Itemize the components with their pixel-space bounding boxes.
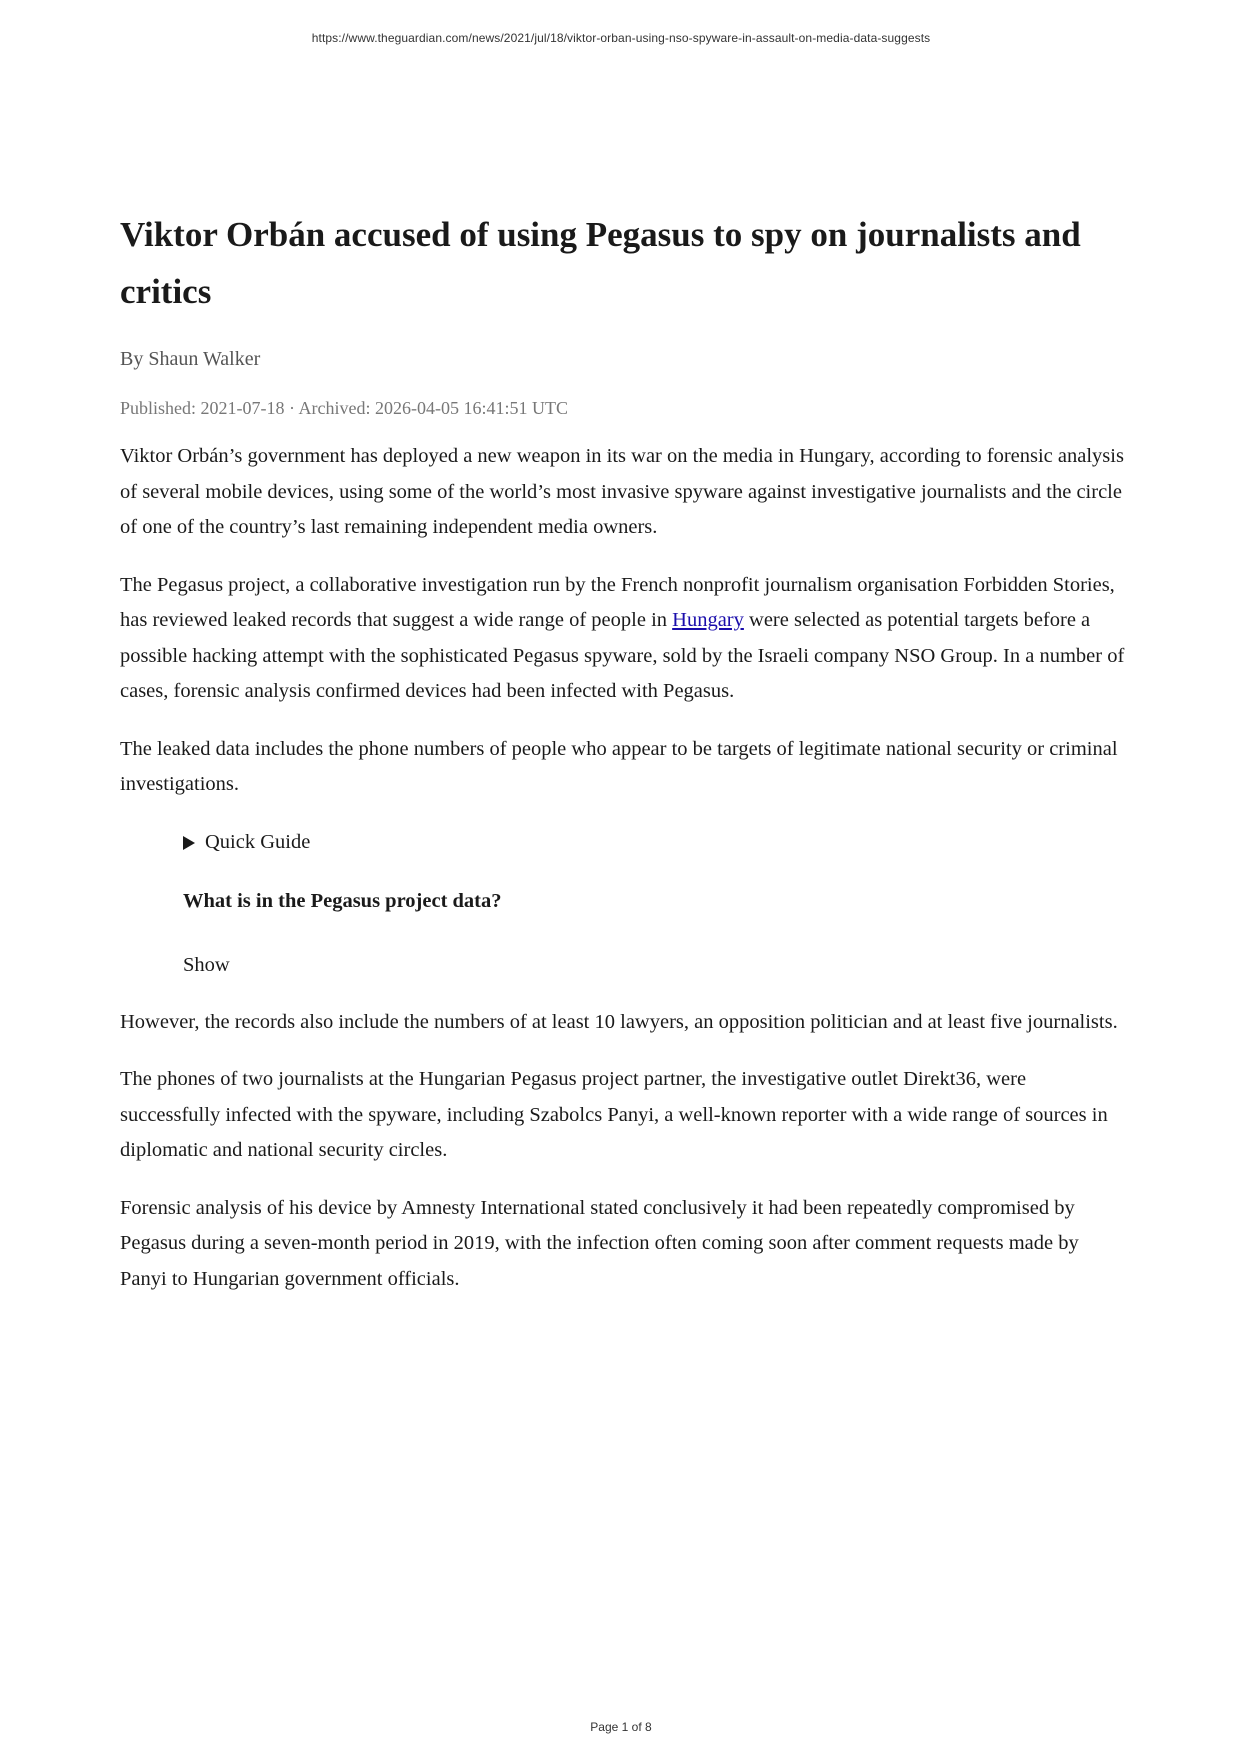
article <box>120 206 1130 1297</box>
paragraph-2-text-start: The Pegasus project, a collaborative investigation run by the French nonprofit journalism organisation Forbidden Stories, has reviewed leaked records that suggest a wide range of people in <box>120 573 1115 631</box>
article-meta: Published: 2021-07-18 · Archived: 2026-04-05 16:41:51 UTC <box>120 398 568 418</box>
article-paragraph-2 <box>120 568 1130 710</box>
article-paragraph-4: However, the records also include the numbers of at least 10 lawyers, an opposition politician and at least five journalists. <box>120 1010 1118 1033</box>
article-paragraph-5: The phones of two journalists at the Hungarian Pegasus project partner, the investigative outlet Direkt36, were successfully infected with the spyware, including Szabolcs Panyi, a well-known reporter with a wide range of sources in diplomatic and national security circles. <box>120 1068 1108 1161</box>
quick-guide-toggle[interactable] <box>183 825 1130 861</box>
quick-guide-question: What is in the Pegasus project data? <box>183 889 502 912</box>
hungary-link[interactable]: Hungary <box>672 609 744 631</box>
quick-guide-label: Quick Guide <box>205 831 311 853</box>
paragraph-2-text-end: were selected as potential targets before a possible hacking attempt with the sophisticated Pegasus spyware, sold by the Israeli company NSO Group. In a number of cases, forensic analysis confirmed devices had been infected with Pegasus. <box>120 609 1125 702</box>
article-byline: By Shaun Walker <box>120 348 261 370</box>
page-url: https://www.theguardian.com/news/2021/jul/18/viktor-orban-using-nso-spyware-in-assault-on-media-data-suggests <box>311 31 931 45</box>
article-headline: Viktor Orbán accused of using Pegasus to spy on journalists and critics <box>120 215 1081 311</box>
disclosure-triangle-icon <box>183 836 195 850</box>
quick-guide-show-button[interactable]: Show <box>183 953 230 976</box>
page-number: Page 1 of 8 <box>590 1720 652 1734</box>
quick-guide <box>183 825 1130 983</box>
article-paragraph-3: The leaked data includes the phone numbers of people who appear to be targets of legitimate national security or criminal investigations. <box>120 737 1118 795</box>
article-paragraph-1: Viktor Orbán’s government has deployed a new weapon in its war on the media in Hungary, according to forensic analysis of several mobile devices, using some of the world’s most invasive spyware against investigative journalists and the circle of one of the country’s last remaining independent media owners. <box>120 445 1124 538</box>
article-paragraph-6: Forensic analysis of his device by Amnesty International stated conclusively it had been repeatedly compromised by Pegasus during a seven-month period in 2019, with the infection often coming soon after comment requests made by Panyi to Hungarian government officials. <box>120 1196 1079 1290</box>
